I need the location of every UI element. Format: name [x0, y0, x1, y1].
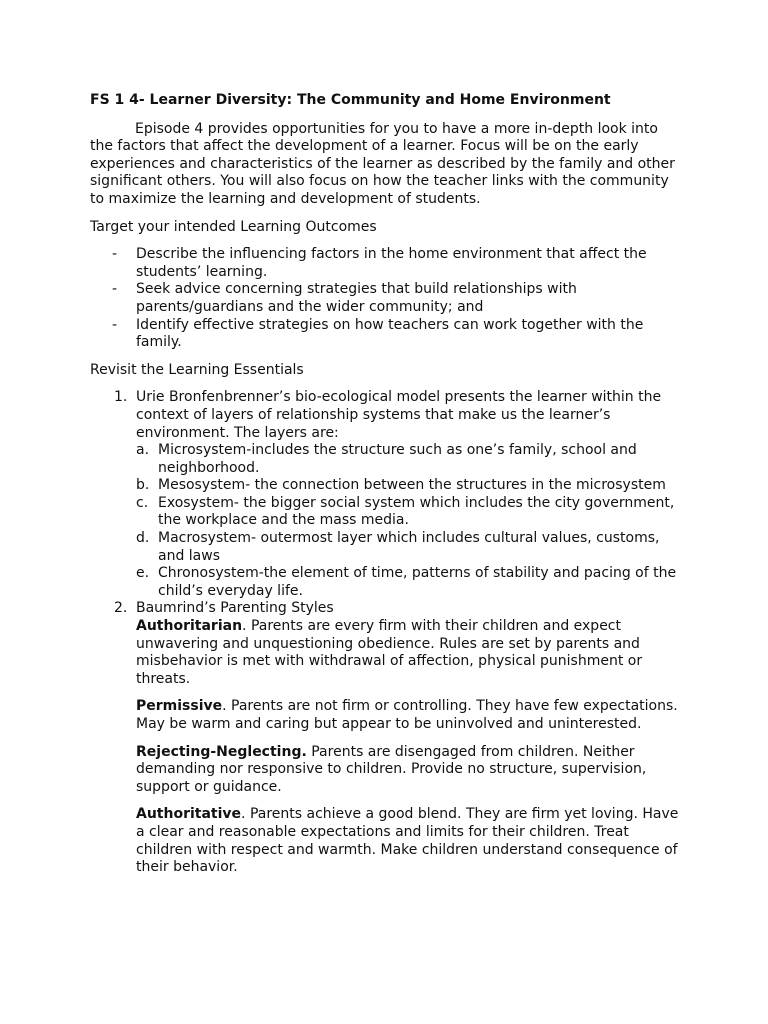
outcomes-heading: Target your intended Learning Outcomes — [90, 218, 377, 235]
outcome-text: Describe the influencing factors in the home environment that affect the students’ learning. — [136, 246, 647, 280]
outcome-item — [90, 317, 680, 352]
style-name: Authoritative — [136, 806, 242, 823]
list-dash: - — [112, 281, 118, 298]
list-letter: a. — [136, 442, 150, 459]
list-letter: e. — [136, 565, 150, 582]
style-name: Permissive — [136, 698, 223, 715]
layer-item-mesosystem — [136, 477, 680, 495]
style-description: Parents are disengaged from children. Neither demanding nor responsive to children. Provide no structure, supervision, support or guidance. — [136, 743, 647, 795]
essential-text: Urie Bronfenbrenner’s bio-ecological model presents the learner within the context of layers of relationship systems that make us the learner’s environment. The layers are: — [136, 389, 662, 441]
outcome-text: Identify effective strategies on how teachers can work together with the family. — [136, 316, 644, 351]
list-letter: c. — [136, 494, 149, 511]
layers-list — [136, 442, 680, 600]
style-description: . Parents are every firm with their children and expect unwavering and unquestioning obedience. Rules are set by parents and misbehavior is met with withdrawal of affection, physical punishment or threats. — [136, 618, 643, 687]
style-name: Rejecting-Neglecting. — [136, 743, 307, 760]
layer-item-macrosystem — [136, 530, 680, 565]
essential-text: Baumrind’s Parenting Styles — [136, 600, 334, 617]
outcome-item — [90, 246, 680, 281]
intro-paragraph: Episode 4 provides opportunities for you to have a more in-depth look into the factors that affect the development of a learner. Focus will be on the early experiences and characteristics of the learner as described by the family and other significant others. You will also focus on how the teacher links with the community to maximize the learning and development of students. — [90, 120, 675, 207]
document-page — [90, 92, 680, 887]
essentials-list — [90, 389, 680, 876]
parenting-style-permissive — [136, 698, 680, 733]
layer-text: Microsystem-includes the structure such as one’s family, school and neighborhood. — [158, 442, 637, 476]
parenting-style-authoritative — [136, 806, 680, 876]
layer-text: Chronosystem-the element of time, patterns of stability and pacing of the child’s everyday life. — [158, 565, 677, 599]
essential-item-baumrind — [90, 600, 680, 876]
outcome-item — [90, 281, 680, 316]
style-name: Authoritarian — [136, 618, 243, 635]
layer-item-microsystem — [136, 442, 680, 477]
document-title: FS 1 4- Learner Diversity: The Community and Home Environment — [90, 92, 611, 108]
layer-text: Macrosystem- outermost layer which includes cultural values, customs, and laws — [158, 530, 660, 564]
essentials-heading: Revisit the Learning Essentials — [90, 361, 304, 378]
layer-item-chronosystem — [136, 565, 680, 600]
essential-item-bronfenbrenner — [90, 389, 680, 600]
list-dash: - — [112, 246, 118, 263]
list-number: 2. — [114, 600, 128, 617]
list-letter: b. — [136, 477, 150, 494]
outcomes-list — [90, 246, 680, 352]
list-letter: d. — [136, 530, 150, 547]
parenting-style-authoritarian — [136, 618, 680, 688]
outcome-text: Seek advice concerning strategies that build relationships with parents/guardians and the wider community; and — [136, 281, 577, 315]
style-description: . Parents are not firm or controlling. They have few expectations. May be warm and caring but appear to be uninvolved and uninterested. — [136, 698, 678, 732]
parenting-style-rejecting-neglecting — [136, 744, 680, 797]
layer-item-exosystem — [136, 495, 680, 530]
list-number: 1. — [114, 389, 128, 406]
layer-text: Mesosystem- the connection between the structures in the microsystem — [158, 477, 666, 494]
style-description: . Parents achieve a good blend. They are firm yet loving. Have a clear and reasonable expectations and limits for their children. Treat children with respect and warmth. Make children understand consequence of their behavior. — [136, 806, 679, 876]
layer-text: Exosystem- the bigger social system which includes the city government, the workplace and the mass media. — [158, 494, 675, 529]
list-dash: - — [112, 316, 118, 333]
